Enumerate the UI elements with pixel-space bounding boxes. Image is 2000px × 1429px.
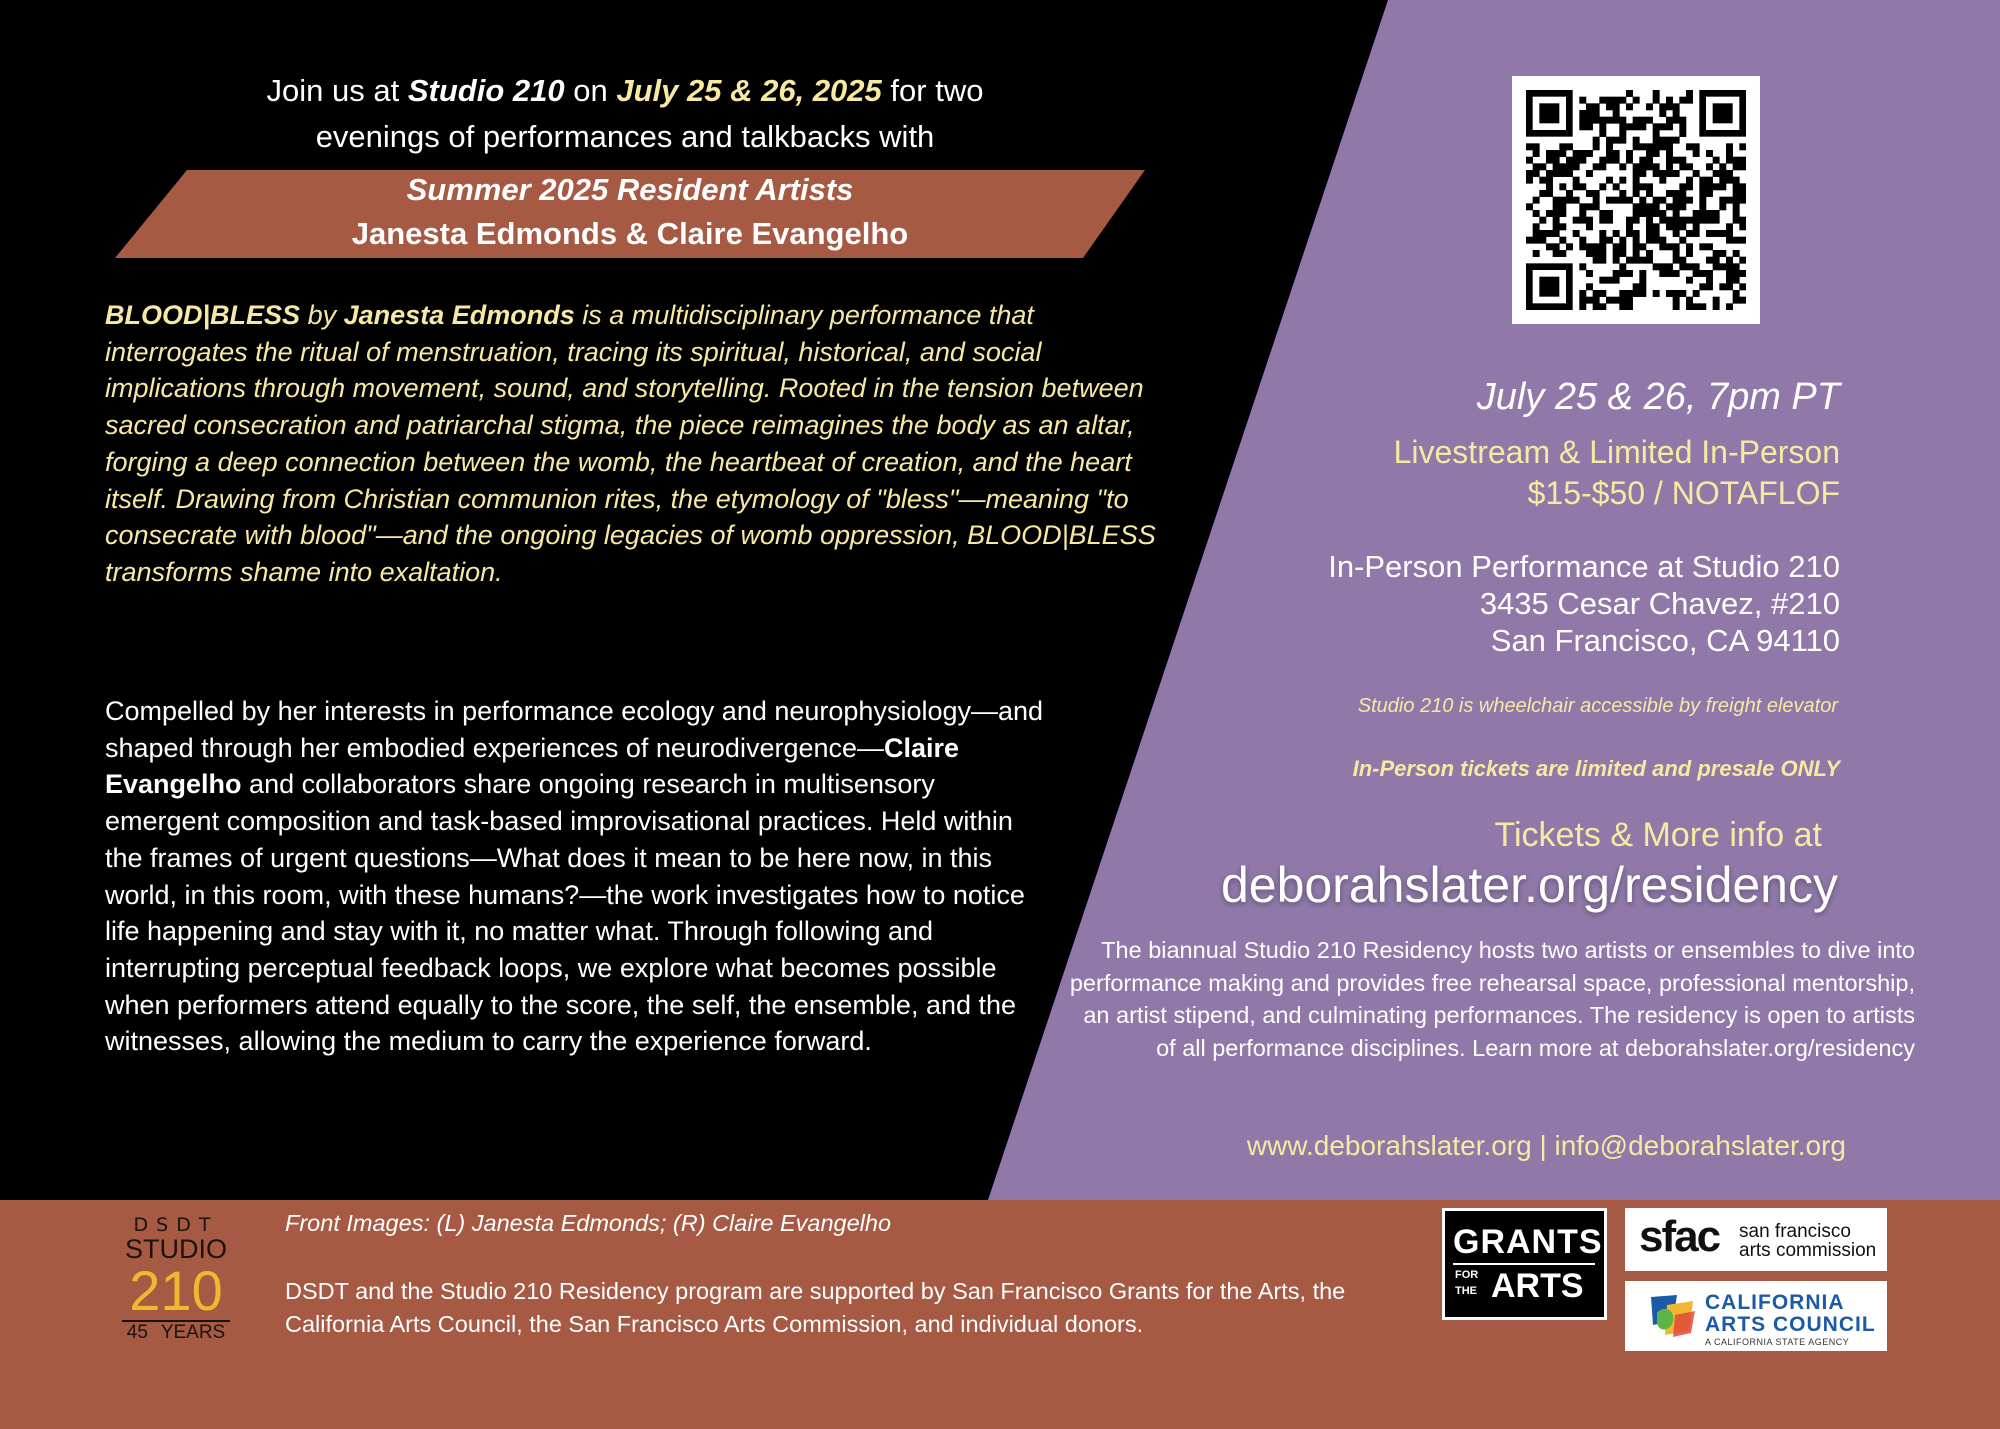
artist-claire: Claire Evangelho bbox=[105, 732, 960, 800]
gfa-arts: ARTS bbox=[1491, 1267, 1584, 1305]
event-price: $15-$50 / NOTAFLOF bbox=[1527, 475, 1840, 511]
logo-210: 210 bbox=[129, 1259, 223, 1322]
sfac-line1: san francisco bbox=[1739, 1221, 1851, 1242]
intro-text bbox=[180, 68, 1070, 160]
accessibility-note: Studio 210 is wheelchair accessible by freight elevator bbox=[1357, 695, 1838, 717]
banner-artists: Janesta Edmonds & Claire Evangelho bbox=[351, 216, 909, 251]
logo-studio: STUDIO bbox=[124, 1234, 227, 1264]
tickets-url-link[interactable]: deborahslater.org/residency bbox=[1220, 857, 1838, 913]
logo-years: 45 YEARS bbox=[126, 1322, 226, 1343]
cac-emblem-icon bbox=[1647, 1291, 1699, 1341]
address-line2: 3435 Cesar Chavez, #210 bbox=[1479, 586, 1840, 621]
intro-line2: evenings of performances and talkbacks with bbox=[315, 119, 935, 154]
banner-title: Summer 2025 Resident Artists bbox=[406, 172, 854, 207]
claire-description bbox=[105, 693, 1045, 1060]
intro-join: Join us at bbox=[266, 73, 400, 108]
image-credits: Front Images: (L) Janesta Edmonds; (R) Claire Evangelho bbox=[285, 1210, 892, 1236]
address-line1: In-Person Performance at Studio 210 bbox=[1328, 549, 1840, 584]
dsdt-studio210-logo bbox=[118, 1214, 234, 1344]
work-title: BLOOD|BLESS bbox=[105, 300, 301, 330]
logo-dsdt: DSDT bbox=[133, 1214, 219, 1236]
artist-janesta: Janesta Edmonds bbox=[343, 300, 575, 330]
by-label: by bbox=[307, 300, 337, 330]
california-arts-council-logo bbox=[1625, 1281, 1887, 1351]
blood-bless-text: is a multidisciplinary performance that interrogates the ritual of menstruation, tracing its spiritual, historical, and social implications through movement, sound, and storytelling. Rooted in the tension between sacred consecration and patriarchal stigma, the piece reimagines the body as an altar, forging a deep connection between the womb, the heartbeat of creation, and the heart itself. Drawing from Christian communion rites, the etymology of "bless"—meaning "to consecrate with blood"—and the ongoing legacies of womb oppression, BLOOD|BLESS transforms shame into exaltation. bbox=[105, 300, 1156, 587]
tickets-limited-note: In-Person tickets are limited and presale ONLY bbox=[1352, 756, 1840, 781]
support-statement: DSDT and the Studio 210 Residency program are supported by San Francisco Grants for the Arts, the California Arts Council, the San Francisco Arts Commission, and individual donors. bbox=[285, 1278, 1346, 1337]
gfa-divider bbox=[1453, 1263, 1595, 1265]
event-format-price bbox=[1394, 432, 1840, 514]
contact-links[interactable]: www.deborahslater.org | info@deborahslater.org bbox=[1246, 1130, 1846, 1161]
event-datetime: July 25 & 26, 7pm PT bbox=[1476, 376, 1840, 418]
claire-text-before: Compelled by her interests in performance ecology and neurophysiology—and shaped through her embodied experiences of neurodivergence— bbox=[105, 696, 1044, 763]
sfac-mark: sfac bbox=[1639, 1212, 1720, 1261]
residency-about: The biannual Studio 210 Residency hosts two artists or ensembles to dive into performance making and provides free rehearsal space, professional mentorship, an artist stipend, and culminating performances. The residency is open to artists of all performance disciplines. Learn more at deborahslater.org/residency bbox=[1069, 937, 1915, 1061]
gfa-for: FOR bbox=[1455, 1269, 1479, 1281]
intro-on: on bbox=[573, 73, 608, 108]
intro-rest: for two bbox=[890, 73, 984, 108]
cac-line1: CALIFORNIA bbox=[1705, 1291, 1845, 1314]
gfa-grants: GRANTS bbox=[1453, 1223, 1603, 1261]
intro-date: July 25 & 26, 2025 bbox=[616, 73, 882, 108]
cac-line2: ARTS COUNCIL bbox=[1705, 1313, 1876, 1336]
qr-code[interactable] bbox=[1512, 76, 1760, 324]
event-format: Livestream & Limited In-Person bbox=[1393, 434, 1840, 470]
qr-code-pattern bbox=[1526, 90, 1746, 310]
address-line3: San Francisco, CA 94110 bbox=[1490, 623, 1840, 658]
event-address bbox=[1328, 548, 1840, 659]
claire-text-after: and collaborators share ongoing research in multisensory emergent composition and task-based improvisational practices. Held within the frames of urgent questions—What does it mean to be here now, in this world, in this room, with these humans?—the work investigates how to notice life happening and stay with it, no matter what. Through following and interrupting perceptual feedback loops, we explore what becomes possible when performers attend equally to the score, the self, the ensemble, and the witnesses, allowing the medium to carry the experience forward. bbox=[105, 769, 1025, 1057]
sfac-line2: arts commission bbox=[1739, 1240, 1877, 1261]
cac-line3: A CALIFORNIA STATE AGENCY bbox=[1705, 1337, 1850, 1347]
tickets-label: Tickets & More info at bbox=[1494, 816, 1822, 854]
gfa-small-text bbox=[1455, 1267, 1478, 1299]
sfac-name bbox=[1739, 1222, 1876, 1260]
intro-venue: Studio 210 bbox=[407, 73, 565, 108]
gfa-the: THE bbox=[1455, 1285, 1477, 1297]
blood-bless-description bbox=[105, 297, 1170, 591]
sf-arts-commission-logo bbox=[1625, 1208, 1887, 1271]
grants-for-the-arts-logo bbox=[1442, 1208, 1607, 1320]
